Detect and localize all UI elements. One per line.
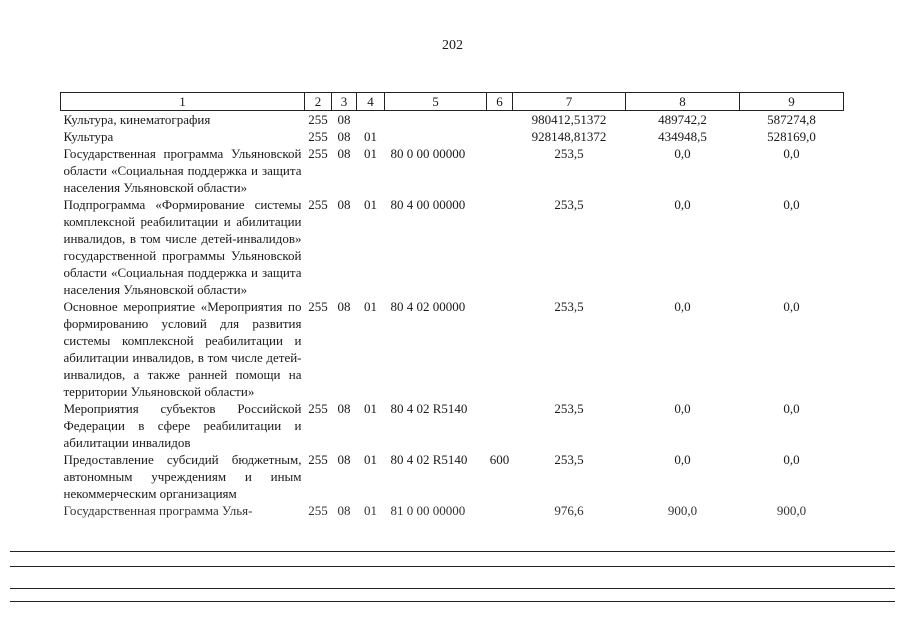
row-name: Государственная программа Ульяновской области «Социальная поддержка и защита населения Ульяновской области»: [63, 146, 302, 195]
row-amount-7: 253,5: [554, 401, 584, 416]
column-header-9: 9: [740, 93, 844, 111]
row-target-code: 80 4 02 R5140: [390, 401, 468, 416]
row-section-code: 08: [337, 299, 351, 314]
table-row: [61, 400, 844, 451]
row-target-code: [385, 128, 487, 145]
row-amount-7: 928148,81372: [531, 129, 607, 144]
row-target-code: 80 0 00 00000: [390, 146, 466, 161]
row-section-code: 08: [337, 401, 351, 416]
row-amount-8: 489742,2: [658, 112, 707, 127]
row-name: Культура, кинематография: [63, 112, 211, 127]
table-row: [61, 145, 844, 196]
row-ministry-code: 255: [308, 452, 328, 467]
row-name: Государственная программа Улья-: [63, 503, 253, 518]
budget-table: [60, 92, 844, 520]
row-target-code: 81 0 00 00000: [390, 503, 466, 518]
row-section-code: 08: [337, 452, 351, 467]
row-section-code: 08: [337, 146, 351, 161]
row-ministry-code: 255: [308, 146, 328, 161]
row-section-code: 08: [337, 112, 351, 127]
column-header-4: 4: [357, 93, 385, 111]
table-row: [61, 451, 844, 502]
row-subsection-code: 01: [364, 299, 377, 314]
row-expense-type: [487, 298, 513, 400]
row-ministry-code: 255: [308, 299, 328, 314]
row-ministry-code: 255: [308, 197, 328, 212]
table-row: [61, 128, 844, 145]
row-amount-8: 0,0: [674, 197, 691, 212]
row-ministry-code: 255: [308, 503, 328, 518]
strike-line-last-row: [10, 588, 895, 589]
row-amount-8: 0,0: [674, 452, 691, 467]
row-expense-type: [487, 128, 513, 145]
row-amount-9: 0,0: [783, 401, 800, 416]
table-row: [61, 111, 844, 129]
row-amount-9: 0,0: [783, 452, 800, 467]
row-amount-9: 0,0: [783, 146, 800, 161]
page-cut-line-bottom: [10, 601, 895, 602]
page-number: 202: [442, 38, 463, 53]
row-section-code: 08: [337, 197, 351, 212]
row-expense-type: [487, 111, 513, 129]
column-header-8: 8: [626, 93, 740, 111]
column-header-7: 7: [513, 93, 626, 111]
row-subsection-code: 01: [364, 401, 377, 416]
row-amount-8: 434948,5: [658, 129, 707, 144]
table-row-struck: [61, 502, 844, 520]
table-header: [61, 93, 844, 111]
table-row: [61, 298, 844, 400]
row-amount-7: 253,5: [554, 146, 584, 161]
row-section-code: 08: [337, 503, 351, 518]
row-name: Мероприятия субъектов Российской Федерации в сфере реабилитации и абилитации инвалидов: [63, 401, 302, 450]
row-ministry-code: 255: [308, 129, 328, 144]
column-header-1: 1: [61, 93, 305, 111]
row-amount-7: 253,5: [554, 197, 584, 212]
row-amount-8: 0,0: [674, 299, 691, 314]
row-amount-7: 976,6: [554, 503, 584, 518]
row-amount-9: 528169,0: [767, 129, 816, 144]
row-amount-7: 253,5: [554, 299, 584, 314]
row-name: Подпрограмма «Формирование системы комплексной реабилитации и абилитации инвалидов, в том числе детей-инвалидов» государственной программы Ульяновской области «Социальная поддержка и защита населения Ульяновской области»: [63, 197, 302, 297]
row-expense-type: [487, 502, 513, 520]
row-amount-7: 253,5: [554, 452, 584, 467]
row-amount-9: 0,0: [783, 299, 800, 314]
row-subsection-code: 01: [364, 129, 377, 144]
row-target-code: 80 4 00 00000: [390, 197, 466, 212]
row-section-code: 08: [337, 129, 351, 144]
row-subsection-code: 01: [364, 503, 377, 518]
page-cut-line-mid: [10, 566, 895, 567]
column-header-5: 5: [385, 93, 487, 111]
row-expense-type: [487, 400, 513, 451]
row-amount-9: 0,0: [783, 197, 800, 212]
row-name: Предоставление субсидий бюджетным, автономным учреждениям и иным некоммерческим организациям: [63, 452, 302, 501]
row-ministry-code: 255: [308, 112, 328, 127]
column-header-3: 3: [332, 93, 357, 111]
row-name: Основное мероприятие «Мероприятия по формированию условий для развития системы комплексной реабилитации и абилитации инвалидов, в том числе детей-инвалидов, а также ранней помощи на территории Ульяновской области»: [63, 299, 302, 399]
row-target-code: 80 4 02 00000: [390, 299, 466, 314]
row-subsection-code: [357, 111, 385, 129]
row-amount-8: 900,0: [667, 503, 698, 518]
row-expense-type: [487, 196, 513, 298]
row-name: Культура: [63, 129, 114, 144]
column-header-6: 6: [487, 93, 513, 111]
table-row: [61, 196, 844, 298]
row-target-code: [385, 111, 487, 129]
row-amount-9: 587274,8: [767, 112, 816, 127]
row-amount-8: 0,0: [674, 146, 691, 161]
row-subsection-code: 01: [364, 197, 377, 212]
row-subsection-code: 01: [364, 146, 377, 161]
row-amount-8: 0,0: [674, 401, 691, 416]
row-expense-type: [487, 145, 513, 196]
row-amount-7: 980412,51372: [531, 112, 607, 127]
page-cut-line-top: [10, 551, 895, 552]
row-subsection-code: 01: [364, 452, 377, 467]
row-target-code: 80 4 02 R5140: [390, 452, 468, 467]
row-amount-9: 900,0: [776, 503, 807, 518]
row-ministry-code: 255: [308, 401, 328, 416]
column-header-2: 2: [305, 93, 332, 111]
row-expense-type: 600: [489, 452, 510, 467]
